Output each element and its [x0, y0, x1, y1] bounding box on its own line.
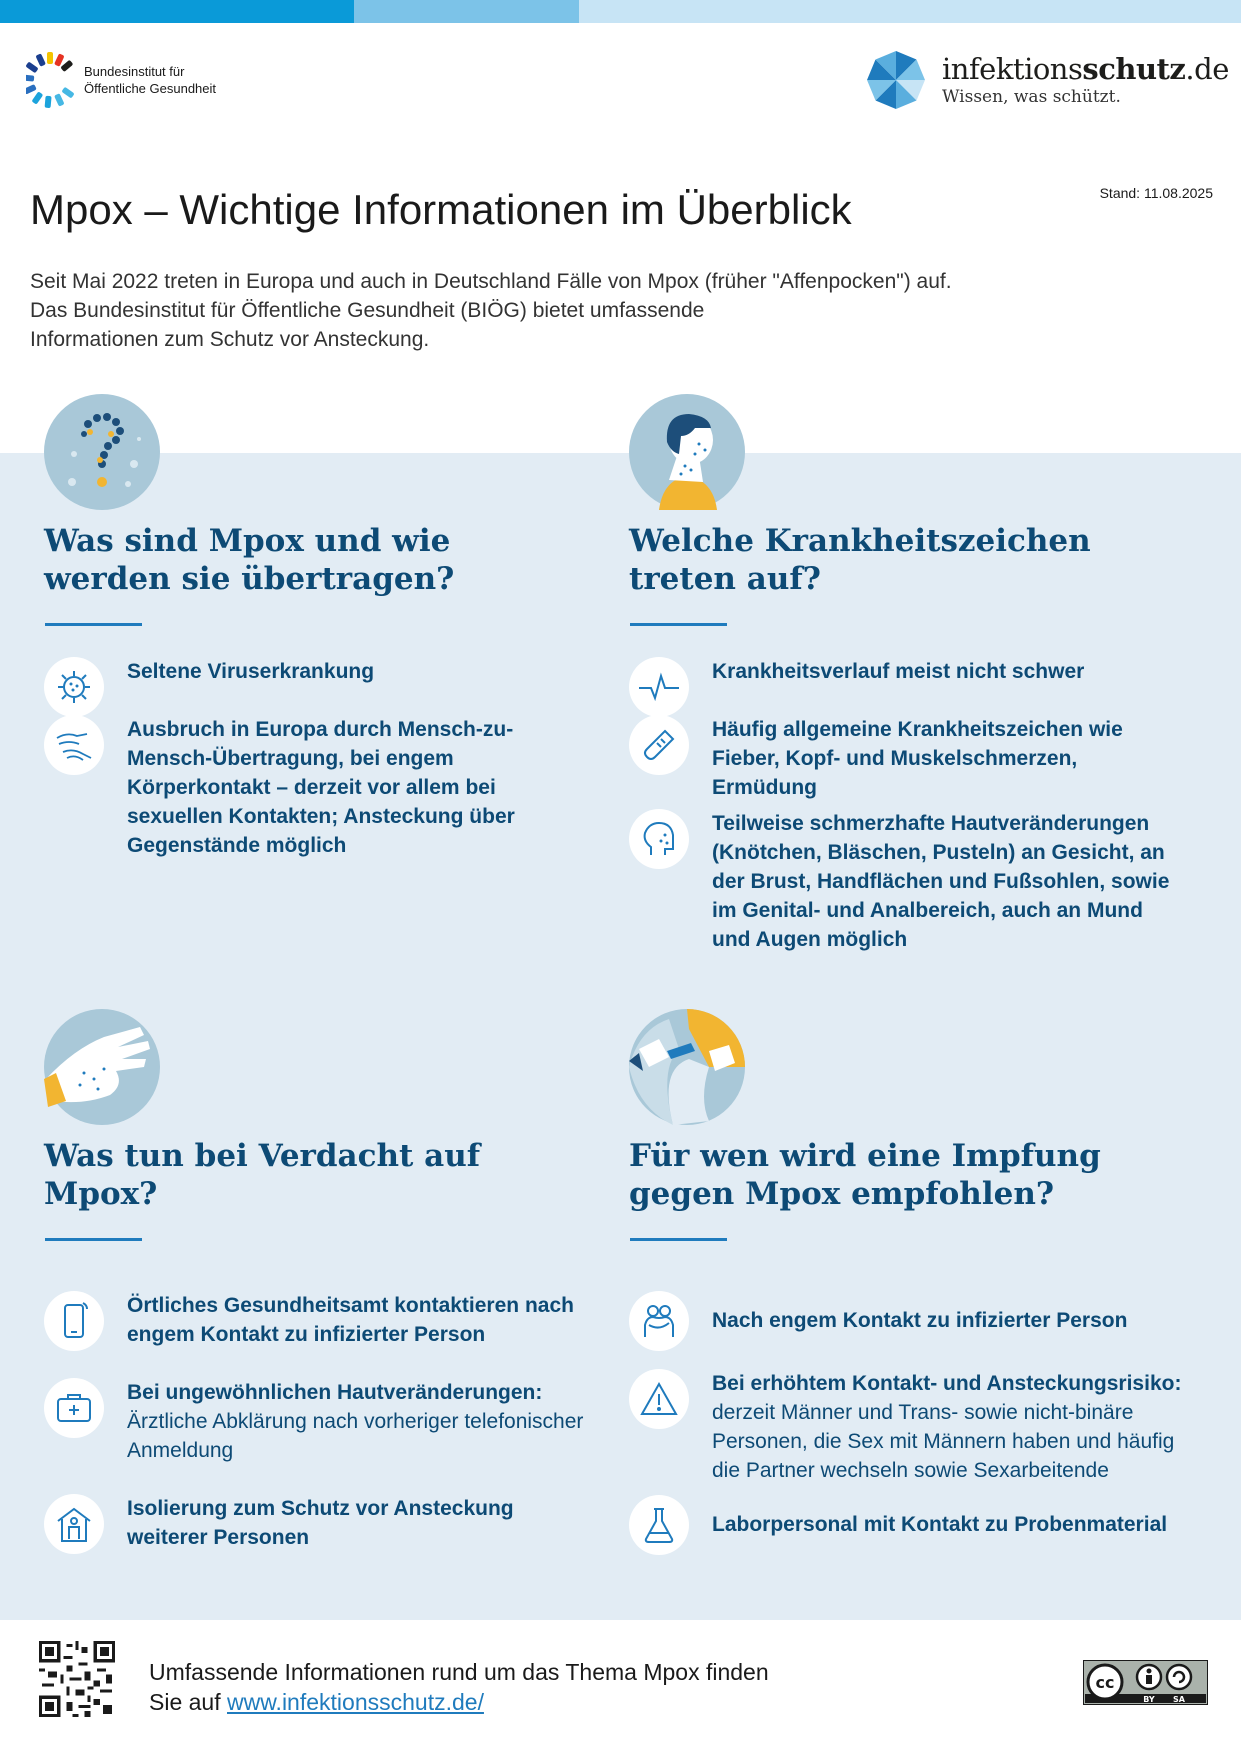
qr-code[interactable]	[39, 1641, 115, 1717]
hand-with-rash-illustration	[44, 1009, 160, 1125]
list-item-text	[127, 1378, 597, 1465]
lab-flask-icon	[629, 1495, 689, 1555]
section-underline	[45, 623, 142, 626]
list-item	[44, 657, 597, 717]
section-title: Welche Krankheitszeichen treten auf?	[629, 523, 1091, 597]
person-with-rash-illustration	[629, 394, 745, 510]
thermometer-icon	[629, 715, 689, 775]
cc-mark: cc	[1095, 1673, 1115, 1692]
intro-line: Seit Mai 2022 treten in Europa und auch in Deutschland Fälle von Mpox (früher "Affenpocken") auf.	[30, 270, 952, 293]
institute-logo[interactable]	[26, 48, 216, 112]
phone-icon	[44, 1291, 104, 1351]
top-bar-segment-light	[579, 0, 1241, 23]
footer-text	[149, 1657, 769, 1717]
list-item-text: Nach engem Kontakt zu infizierter Person	[712, 1309, 1128, 1332]
list-item	[629, 809, 1182, 954]
list-item	[44, 1378, 597, 1465]
footer-link[interactable]: www.infektionsschutz.de/	[227, 1689, 484, 1715]
list-item-text: Häufig allgemeine Krankheitszeichen wie Fieber, Kopf- und Muskelschmerzen, Ermüdung	[712, 718, 1123, 799]
list-item-bold-text: Bei ungewöhnlichen Hautveränderungen:	[127, 1381, 543, 1404]
footer-line2: Sie auf www.infektionsschutz.de/	[149, 1689, 484, 1715]
list-item-text: Krankheitsverlauf meist nicht schwer	[712, 660, 1085, 683]
footer-line1: Umfassende Informationen rund um das Thema Mpox finden	[149, 1659, 769, 1685]
section-title: Was sind Mpox und wie werden sie übertragen?	[44, 523, 455, 597]
list-item-normal-text: derzeit Männer und Trans- sowie nicht-binäre Personen, die Sex mit Männern haben und häufig die Partner wechseln sowie Sexarbeitende	[712, 1401, 1175, 1482]
section-underline	[45, 1238, 142, 1241]
people-embrace-icon	[629, 1291, 689, 1351]
site-tagline: Wissen, was schützt.	[942, 87, 1121, 107]
list-item	[44, 1494, 597, 1554]
section-underline	[630, 1238, 727, 1241]
list-item	[44, 1291, 597, 1351]
infektionsschutz-logo[interactable]	[866, 50, 1229, 110]
question-mark-virus-illustration	[44, 394, 160, 510]
vaccination-illustration	[629, 1009, 745, 1125]
institute-name-line1: Bundesinstitut für	[84, 64, 185, 79]
list-item-text: Isolierung zum Schutz vor Ansteckung weiterer Personen	[127, 1497, 514, 1549]
list-item	[44, 715, 597, 860]
top-color-bar	[0, 0, 1241, 23]
list-item-text: Örtliches Gesundheitsamt kontaktieren nach engem Kontakt zu infizierter Person	[127, 1294, 574, 1346]
virus-icon	[44, 657, 104, 717]
list-item	[629, 1291, 1182, 1351]
face-rash-icon	[629, 809, 689, 869]
section-title: Was tun bei Verdacht auf Mpox?	[44, 1138, 481, 1212]
medical-kit-icon	[44, 1378, 104, 1438]
cc-license-badge[interactable]	[1083, 1660, 1208, 1705]
institute-name-line2: Öffentliche Gesundheit	[84, 81, 217, 96]
list-item	[629, 1369, 1182, 1485]
page-title: Mpox – Wichtige Informationen im Überblick	[30, 186, 852, 233]
umbrella-logo-icon	[866, 50, 926, 110]
cc-sa-label: SA	[1173, 1695, 1185, 1704]
cc-by-label: BY	[1143, 1695, 1155, 1704]
section-underline	[630, 623, 727, 626]
list-item	[629, 657, 1182, 717]
list-item-text: Seltene Viruserkrankung	[127, 660, 375, 683]
intro-line: Das Bundesinstitut für Öffentliche Gesundheit (BIÖG) bietet umfassende	[30, 299, 705, 322]
intro-text	[30, 267, 1030, 354]
home-isolation-icon	[44, 1494, 104, 1554]
list-item-text: Laborpersonal mit Kontakt zu Probenmaterial	[712, 1513, 1168, 1536]
list-item	[629, 1495, 1182, 1555]
list-item-text: Teilweise schmerzhafte Hautveränderungen (Knötchen, Bläschen, Pusteln) an Gesicht, an der Brust, Handflächen und Fußsohlen, sowie im Genital- und Analbereich, auch an Mund und Augen möglich	[712, 812, 1170, 951]
hands-contact-icon	[44, 715, 104, 775]
pulse-icon	[629, 657, 689, 717]
stand-date: Stand: 11.08.2025	[1099, 185, 1213, 201]
list-item-text: Ausbruch in Europa durch Mensch-zu-Mensch-Übertragung, bei engem Körperkontakt – derzeit vor allem bei sexuellen Kontakten; Ansteckung über Gegenstände möglich	[127, 718, 515, 857]
section-title: Für wen wird eine Impfung gegen Mpox empfohlen?	[629, 1138, 1101, 1212]
top-bar-segment-dark	[0, 0, 354, 23]
site-name: infektionsschutz.de	[942, 52, 1229, 86]
top-bar-segment-mid	[354, 0, 579, 23]
list-item-bold-text: Bei erhöhtem Kontakt- und Ansteckungsrisiko:	[712, 1372, 1182, 1395]
intro-line: Informationen zum Schutz vor Ansteckung.	[30, 328, 430, 351]
list-item-normal-text: Ärztliche Abklärung nach vorheriger telefonischer Anmeldung	[127, 1410, 584, 1462]
list-item-text	[712, 1369, 1182, 1485]
warning-icon	[629, 1369, 689, 1429]
institute-logo-icon	[26, 48, 74, 112]
list-item	[629, 715, 1182, 802]
